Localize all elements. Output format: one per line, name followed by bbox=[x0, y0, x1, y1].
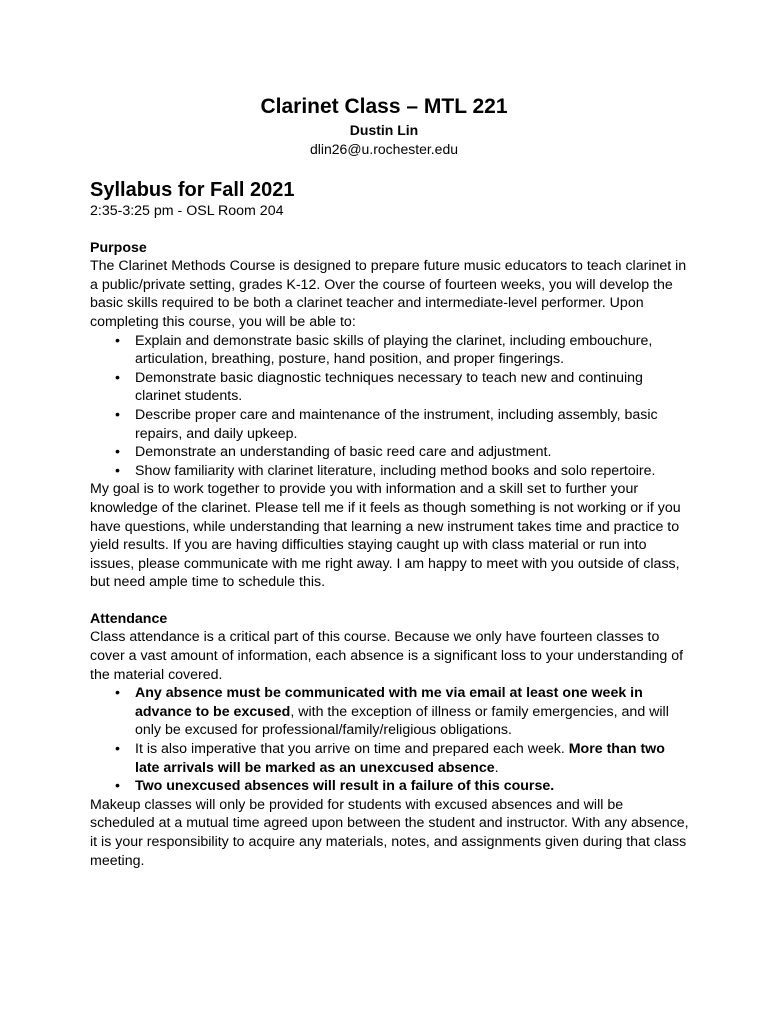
attendance-intro: Class attendance is a critical part of this course. Because we only have fourteen classes to cover a vast amount of information, each absence is a significant loss to your understanding of the material covered. bbox=[90, 629, 684, 683]
list-item: • Explain and demonstrate basic skills of playing the clarinet, including embouchure, articulation, breathing, posture, hand position, and proper fingerings. bbox=[135, 332, 690, 369]
list-item bbox=[135, 684, 690, 740]
policy-text: . bbox=[494, 759, 499, 776]
policy-emphasis: Two unexcused absences will result in a failure of this course. bbox=[135, 778, 555, 795]
list-item: • Demonstrate basic diagnostic techniques necessary to teach new and continuing clarinet students. bbox=[135, 369, 690, 406]
class-time-location: 2:35-3:25 pm - OSL Room 204 bbox=[90, 203, 284, 219]
list-item bbox=[135, 740, 690, 777]
attendance-heading: Attendance bbox=[90, 610, 168, 627]
syllabus-body bbox=[90, 178, 690, 870]
policy-text: It is also imperative that you arrive on time and prepared each week. bbox=[135, 741, 569, 758]
policy-emphasis: Any absence must be communicated with me via email at least one week in advance to be excused bbox=[135, 685, 643, 720]
attendance-closing: Makeup classes will only be provided for students with excused absences and will be scheduled at a mutual time agreed upon between the student and instructor. With any absence, it is your responsibility to acquire any materials, notes, and assignments given during that class meeting. bbox=[90, 796, 689, 869]
instructor-name: Dustin Lin bbox=[349, 122, 419, 138]
purpose-heading: Purpose bbox=[90, 239, 147, 256]
purpose-intro: The Clarinet Methods Course is designed to prepare future music educators to teach clarinet in a public/private setting, grades K-12. Over the course of fourteen weeks, you will develop the basic skills required to be both a clarinet teacher and intermediate-level performer. Upon completing this course, you will be able to: bbox=[90, 258, 687, 330]
purpose-closing: My goal is to work together to provide you with information and a skill set to further your knowledge of the clarinet. Please tell me if it feels as though something is not working or if you have questions, while understanding that learning a new instrument takes time and practice to yield results. If you are having difficulties staying caught up with class material or run into issues, please communicate with me right away. I am happy to meet with you outside of class, but need ample time to schedule this. bbox=[90, 481, 681, 591]
instructor-email: dlin26@u.rochester.edu bbox=[309, 141, 459, 157]
policy-emphasis: More than two late arrivals will be marked as an unexcused absence bbox=[135, 741, 665, 776]
list-item: • Demonstrate an understanding of basic reed care and adjustment. bbox=[135, 443, 690, 462]
purpose-objectives-list bbox=[90, 332, 690, 481]
syllabus-heading: Syllabus for Fall 2021 bbox=[90, 179, 295, 201]
attendance-policy-list bbox=[90, 684, 690, 796]
list-item: • Describe proper care and maintenance of the instrument, including assembly, basic repairs, and daily upkeep. bbox=[135, 406, 690, 443]
list-item: • Show familiarity with clarinet literature, including method books and solo repertoire. bbox=[135, 462, 690, 481]
list-item bbox=[135, 777, 690, 796]
policy-text: , with the exception of illness or family emergencies, and will only be excused for professional/family/religious obligations. bbox=[135, 703, 669, 739]
course-title: Clarinet Class – MTL 221 bbox=[260, 95, 508, 118]
